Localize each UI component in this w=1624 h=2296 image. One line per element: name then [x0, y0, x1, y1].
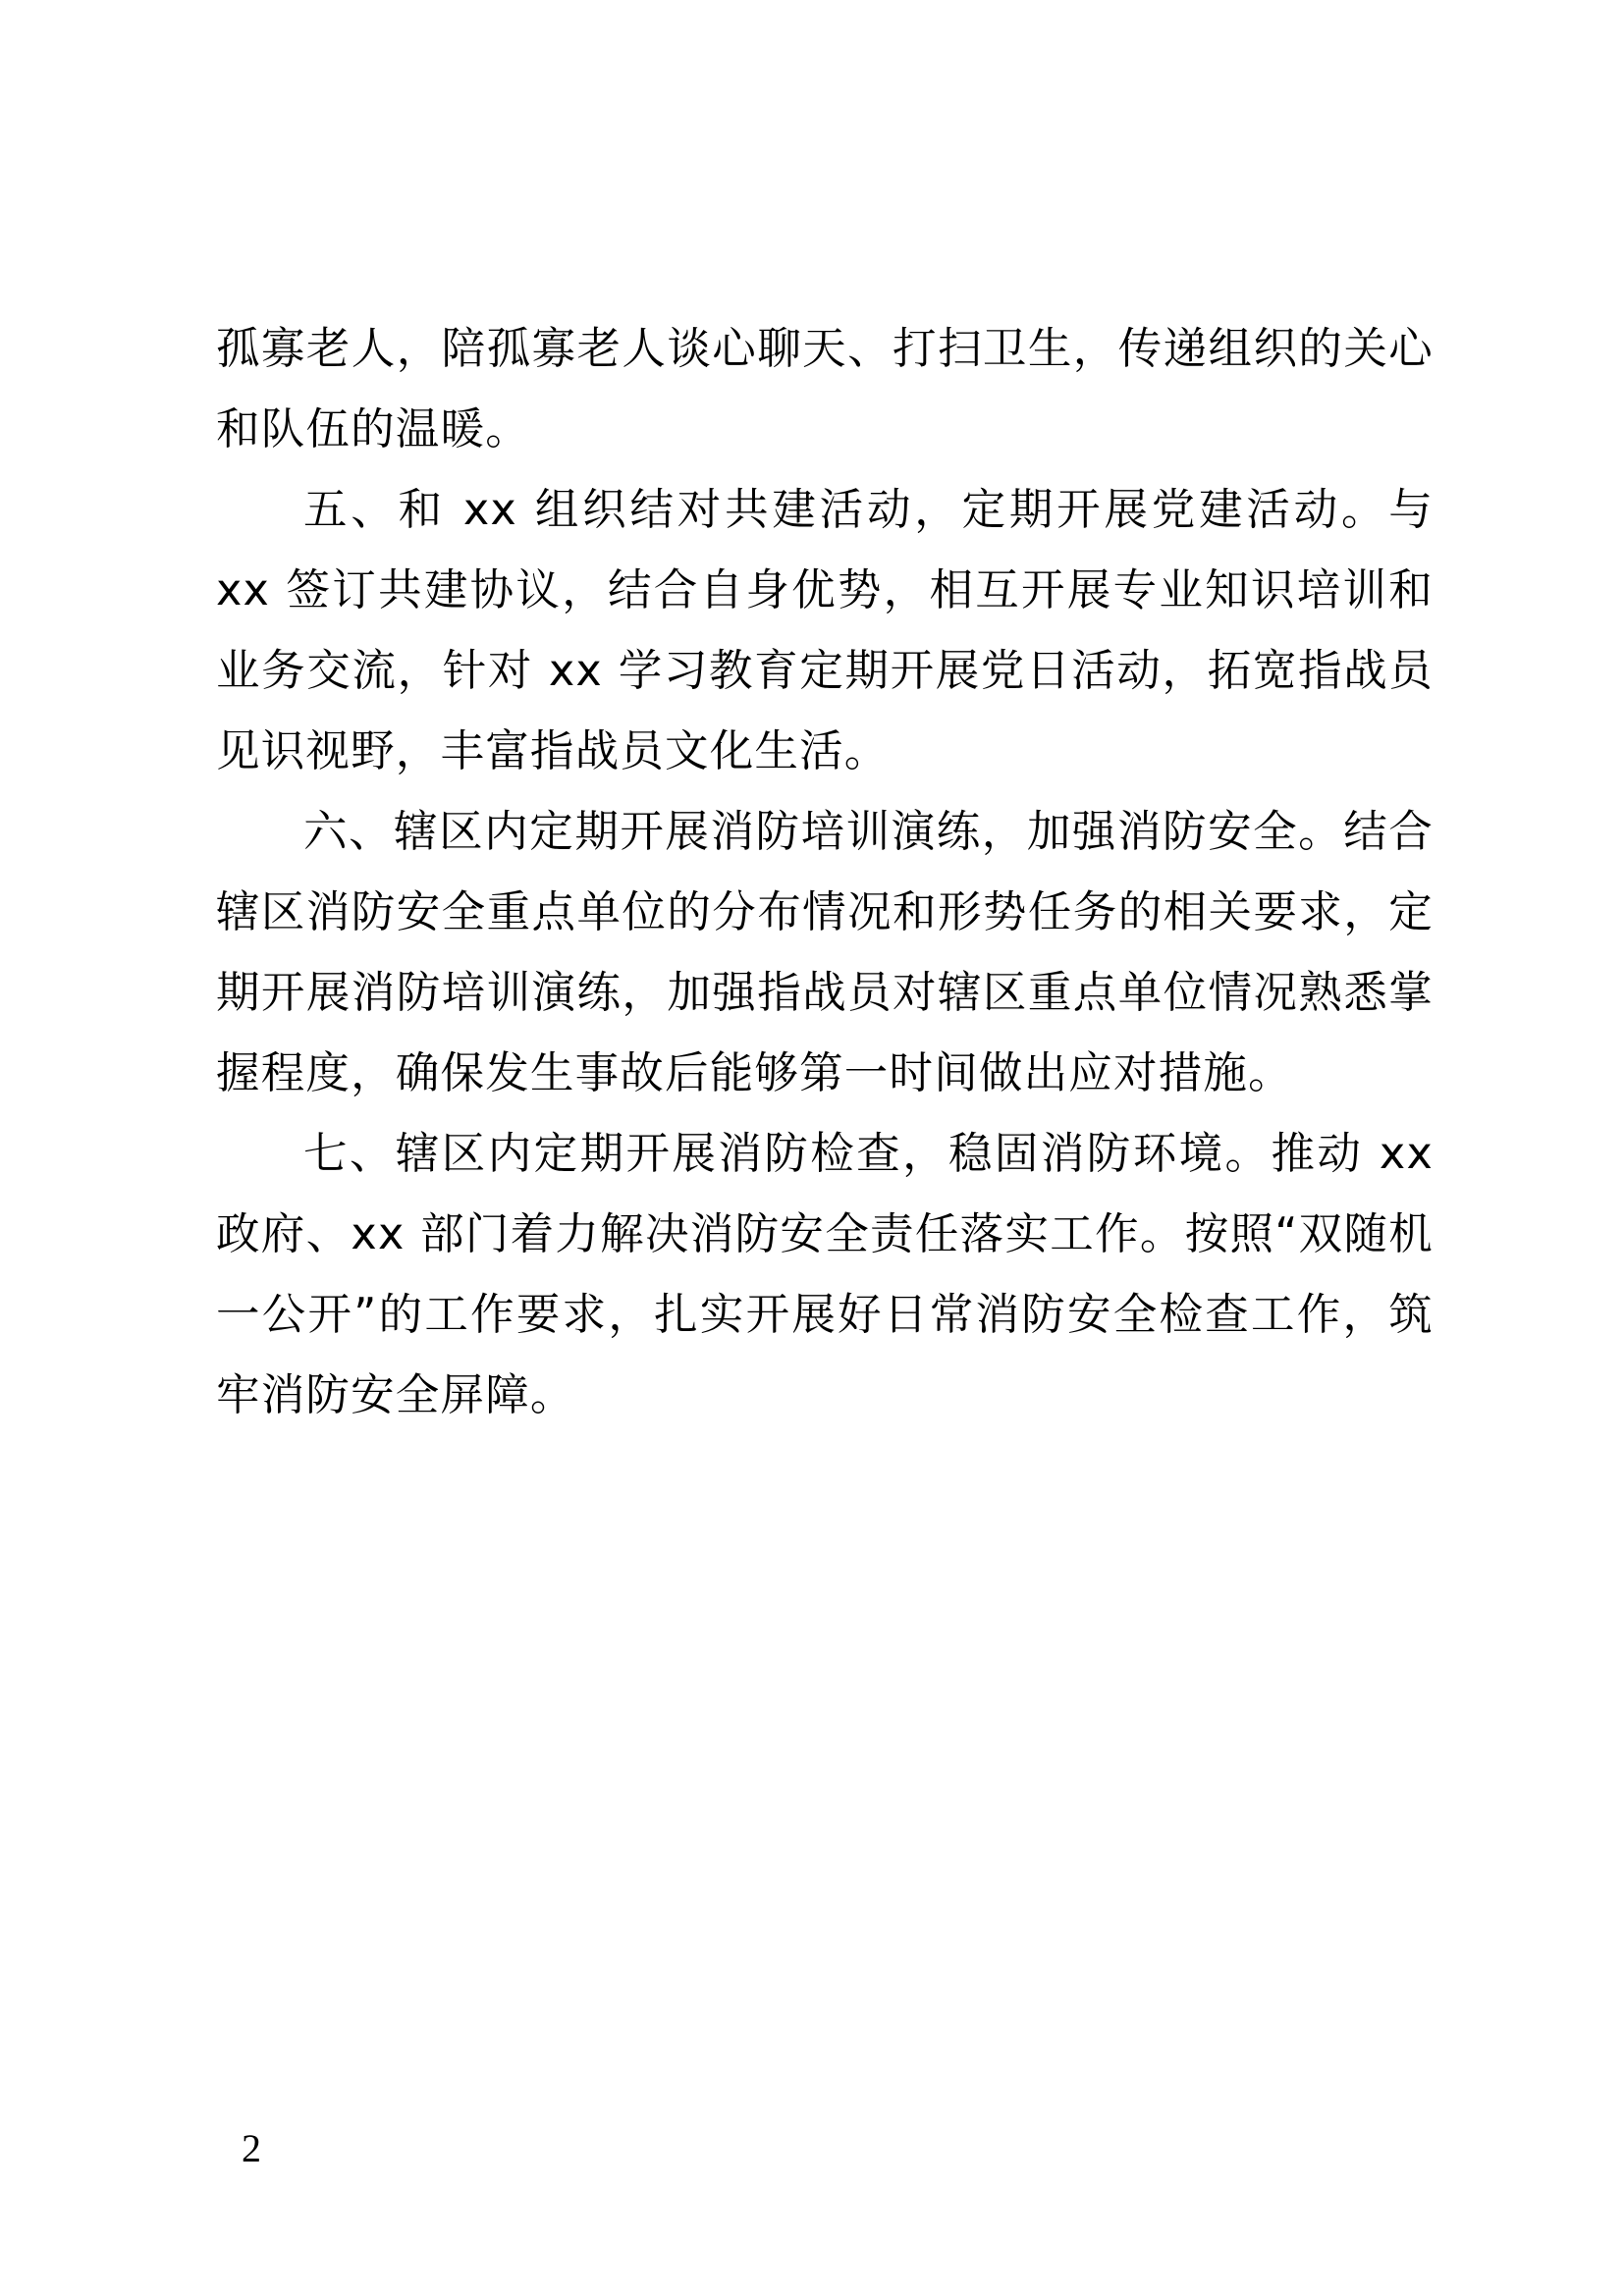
page-number: 2 [242, 2126, 261, 2170]
paragraph-item-5: 五、和 xx 组织结对共建活动，定期开展党建活动。与 xx 签订共建协议，结合自身优势，相互开展专业知识培训和业务交流，针对 xx 学习教育定期开展党日活动，拓宽指战员见识视野，丰富指战员文化生活。 [216, 485, 1434, 776]
paragraph-item-6: 六、辖区内定期开展消防培训演练，加强消防安全。结合辖区消防安全重点单位的分布情况和形势任务的相关要求，定期开展消防培训演练，加强指战员对辖区重点单位情况熟悉掌握程度，确保发生事故后能够第一时间做出应对措施。 [216, 807, 1434, 1098]
paragraph-continuation: 孤寡老人，陪孤寡老人谈心聊天、打扫卫生，传递组织的关心和队伍的温暖。 [216, 324, 1434, 454]
document-body [216, 309, 1434, 1436]
paragraph-item-7: 七、辖区内定期开展消防检查，稳固消防环境。推动 xx 政府、xx 部门着力解决消防安全责任落实工作。按照“双随机一公开”的工作要求，扎实开展好日常消防安全检查工作，筑牢消防安全屏障。 [216, 1129, 1434, 1420]
